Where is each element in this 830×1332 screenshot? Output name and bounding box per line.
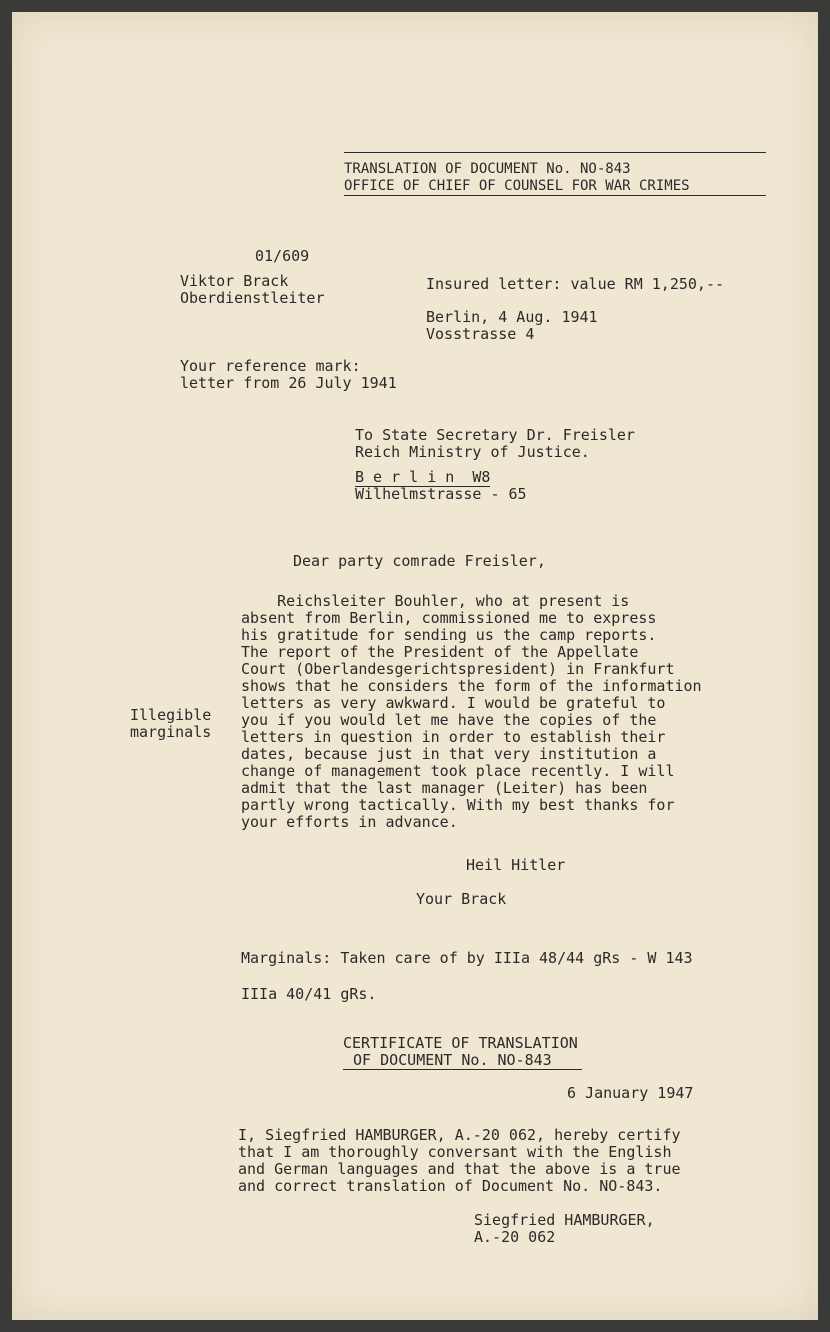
certificate-line: that I am thoroughly conversant with the English <box>238 1143 672 1161</box>
closing: Heil Hitler <box>466 856 566 874</box>
file-number: 01/609 <box>255 247 310 265</box>
header-line-1: TRANSLATION OF DOCUMENT No. NO-843 <box>344 161 631 177</box>
body-line: Reichsleiter Bouhler, who at present is <box>241 592 630 610</box>
body-line: admit that the last manager (Leiter) has been <box>241 779 648 797</box>
margin-note-line-2: marginals <box>130 723 212 741</box>
certificate-title-1: CERTIFICATE OF TRANSLATION <box>343 1034 578 1052</box>
recipient-line-2: Reich Ministry of Justice. <box>355 443 590 461</box>
reference-label: Your reference mark: <box>180 357 361 375</box>
sender-street: Vosstrasse 4 <box>426 325 535 343</box>
body-line: you if you would let me have the copies of the <box>241 711 657 729</box>
signer-name: Siegfried HAMBURGER, <box>474 1211 655 1229</box>
body-line: partly wrong tactically. With my best thanks for <box>241 796 675 814</box>
salutation: Dear party comrade Freisler, <box>293 552 546 570</box>
body-line: letters as very awkward. I would be grateful to <box>241 694 666 712</box>
sender-name: Viktor Brack <box>180 272 289 290</box>
body-line: Court (Oberlandesgerichtspresident) in Frankfurt <box>241 660 675 678</box>
reference-value: letter from 26 July 1941 <box>180 374 397 392</box>
certificate-line: I, Siegfried HAMBURGER, A.-20 062, hereby certify <box>238 1126 681 1144</box>
insured-letter-note: Insured letter: value RM 1,250,-- <box>426 275 725 293</box>
signer-id: A.-20 062 <box>474 1228 556 1246</box>
margin-note-line-1: Illegible <box>130 706 212 724</box>
body-line: change of management took place recently. I will <box>241 762 675 780</box>
certificate-title-2: OF DOCUMENT No. NO-843 <box>343 1052 582 1070</box>
translation-header <box>332 152 766 196</box>
body-line: your efforts in advance. <box>241 813 458 831</box>
place-date: Berlin, 4 Aug. 1941 <box>426 308 598 326</box>
marginals-line-2: IIIa 40/41 gRs. <box>241 985 377 1003</box>
signature: Your Brack <box>416 890 507 908</box>
certificate-line: and correct translation of Document No. NO-843. <box>238 1177 663 1195</box>
body-line: dates, because just in that very institution a <box>241 745 657 763</box>
header-line-2: OFFICE OF CHIEF OF COUNSEL FOR WAR CRIMES <box>344 178 690 194</box>
marginals-line-1: Marginals: Taken care of by IIIa 48/44 gRs - W 143 <box>241 949 693 967</box>
certificate-text <box>238 1127 681 1195</box>
body-line: his gratitude for sending us the camp reports. <box>241 626 657 644</box>
letter-body <box>241 593 801 831</box>
body-line: shows that he considers the form of the information <box>241 677 702 695</box>
recipient-street: Wilhelmstrasse - 65 <box>355 485 527 503</box>
body-line: The report of the President of the Appellate <box>241 643 639 661</box>
certificate-line: and German languages and that the above is a true <box>238 1160 681 1178</box>
body-line: absent from Berlin, commissioned me to express <box>241 609 657 627</box>
body-line: letters in question in order to establish their <box>241 728 666 746</box>
certificate-date: 6 January 1947 <box>567 1084 694 1102</box>
recipient-city: B e r l i n W8 <box>355 468 491 486</box>
sender-title: Oberdienstleiter <box>180 289 325 307</box>
recipient-line-1: To State Secretary Dr. Freisler <box>355 426 635 444</box>
